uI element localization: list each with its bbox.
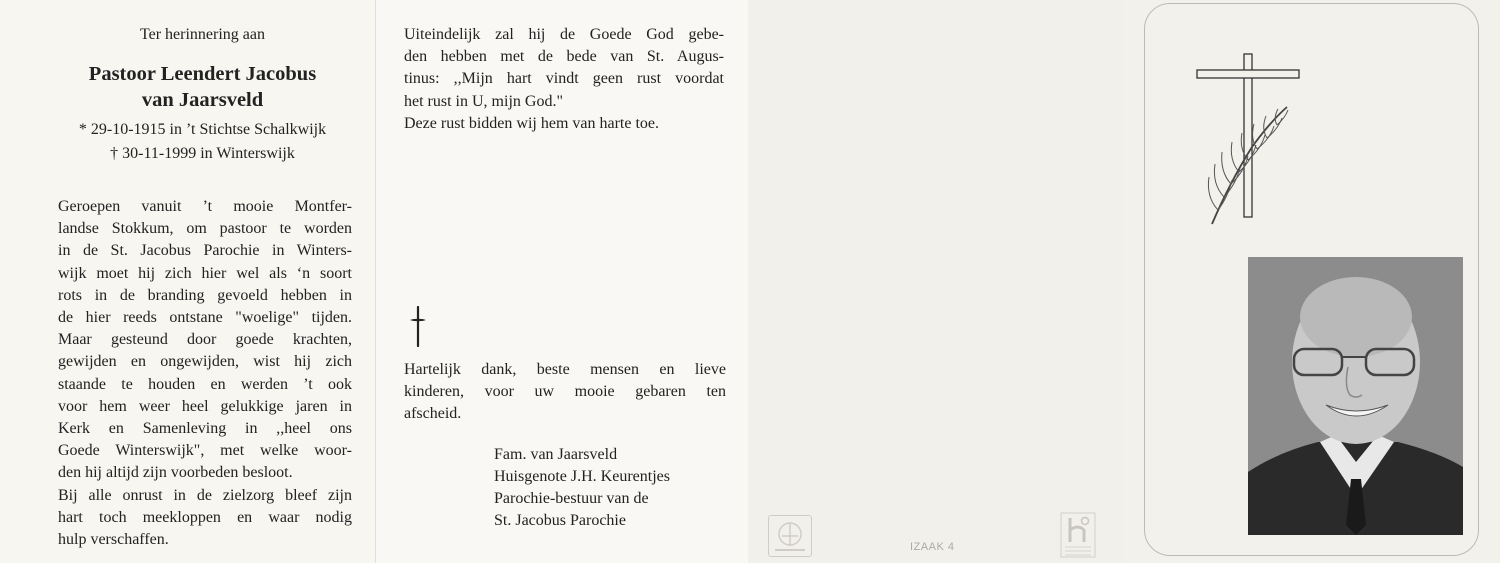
small-cross-icon — [408, 306, 428, 348]
thanks-line: kinderen, voor uw mooie gebaren ten — [404, 383, 726, 401]
bio-line: in de St. Jacobus Parochie in Winters- — [58, 242, 352, 260]
memorial-card-left-panel — [0, 0, 376, 563]
bio-line: Maar gesteund door goede krachten, — [58, 331, 352, 349]
closing-line: tinus: ,,Mijn hart vindt geen rust voordat — [404, 70, 724, 88]
signatory: Parochie-bestuur van de — [494, 490, 649, 507]
bio-line: den hij altijd zijn voorbeden besloot. — [58, 464, 293, 482]
memorial-card-back-panel — [748, 0, 1122, 563]
printer-logo-icon — [768, 515, 812, 557]
life-dates — [30, 118, 375, 166]
closing-line: Deze rust bidden wij hem van harte toe. — [404, 114, 660, 132]
bio-line: wijk moet hij zich hier wel als ‘n soort — [58, 264, 352, 282]
death-date: † 30-11-1999 in Winterswijk — [110, 145, 295, 162]
signatory: Huisgenote J.H. Keurentjes — [494, 468, 670, 485]
thanks-line: afscheid. — [404, 405, 462, 423]
quality-mark-icon — [1060, 512, 1096, 558]
closing-prayer-text — [404, 24, 724, 135]
bio-line: gewijden en ongewijden, wist hij zich — [58, 353, 352, 371]
bio-line: voor hem weer heel gelukkige jaren in — [58, 397, 352, 415]
cross-with-palm-icon — [1182, 52, 1302, 232]
memorial-card-middle-panel — [376, 0, 748, 563]
closing-line: den hebben met de bede van St. Augus- — [404, 48, 724, 66]
bio-line: rots in de branding gevoeld hebben in — [58, 286, 352, 304]
bio-line: hulp verschaffen. — [58, 531, 169, 549]
remembrance-intro: Ter herinnering aan — [139, 26, 266, 43]
bio-line: Bij alle onrust in de zielzorg bleef zijn — [58, 486, 352, 504]
birth-date: * 29-10-1915 in ’t Stichtse Schalkwijk — [78, 121, 327, 138]
bio-line: staande te houden en werden ’t ook — [58, 375, 352, 393]
thanks-line: Hartelijk dank, beste mensen en lieve — [404, 361, 726, 378]
bio-line: Geroepen vanuit ’t mooie Montfer- — [58, 198, 352, 215]
bio-line: Goede Winterswijk", met welke woor- — [58, 442, 352, 460]
bio-line: Kerk en Samenleving in ,,heel ons — [58, 420, 352, 438]
signatory: Fam. van Jaarsveld — [494, 446, 618, 463]
bio-line: de hier reeds ontstane "woelige" tijden. — [58, 309, 352, 327]
biography-text — [58, 196, 352, 551]
closing-line: Uiteindelijk zal hij de Goede God gebe- — [404, 26, 724, 43]
closing-line: het rust in U, mijn God." — [404, 92, 563, 110]
memorial-card-front-panel — [1122, 0, 1500, 563]
bio-line: hart toch meekloppen en waar nodig — [58, 508, 352, 526]
printer-code: IZAAK 4 — [910, 541, 955, 553]
bio-line: landse Stokkum, om pastoor te worden — [58, 220, 352, 238]
portrait-photo — [1248, 257, 1463, 535]
signatory: St. Jacobus Parochie — [494, 512, 626, 529]
deceased-name-line2: van Jaarsveld — [141, 89, 264, 111]
deceased-name-line1: Pastoor Leendert Jacobus — [88, 63, 317, 85]
signatories — [494, 444, 670, 532]
thanks-text — [404, 359, 726, 426]
deceased-name — [30, 61, 375, 113]
